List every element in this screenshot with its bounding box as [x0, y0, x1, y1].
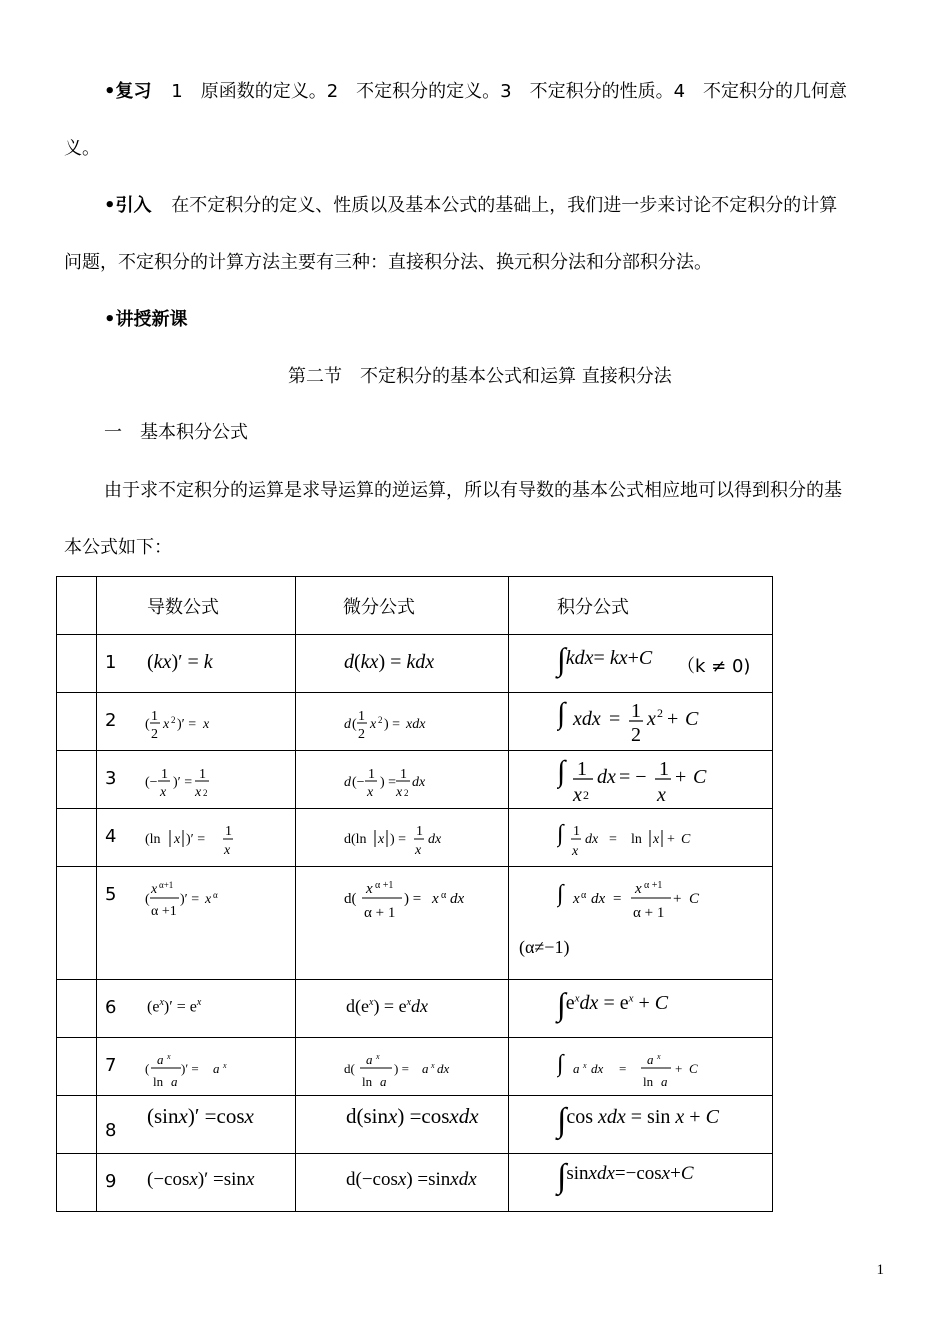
svg-text:x: x	[174, 832, 181, 847]
body-text-2: 本公式如下：	[64, 537, 172, 558]
integral-formula: ∫sinxdx=−cosx+C	[557, 1158, 694, 1195]
table-row	[57, 809, 773, 867]
svg-text:)′ =: )′ =	[173, 775, 193, 790]
derivative-formula	[143, 701, 293, 745]
new-lesson-label: •讲授新课	[104, 309, 188, 330]
svg-text:d: d	[344, 717, 351, 732]
svg-text:x: x	[367, 785, 374, 800]
table-header-row	[57, 577, 773, 635]
differential-formula: d(sinx) =cosxdx	[346, 1104, 479, 1128]
differential-formula: $d(e^x) = e^xdx$	[346, 996, 429, 1016]
differential-formula	[342, 817, 502, 861]
table-row	[57, 693, 773, 751]
svg-text:=: =	[619, 1061, 627, 1076]
differential-formula	[342, 701, 502, 745]
svg-text:d(ln: d(ln	[344, 832, 367, 847]
review-line-1	[104, 80, 847, 104]
svg-text:ln: ln	[631, 832, 642, 847]
svg-text:2: 2	[404, 788, 409, 798]
derivative-formula	[143, 817, 293, 861]
svg-text:dx: dx	[585, 832, 599, 847]
svg-text:a: a	[213, 1061, 220, 1076]
svg-text:α: α	[581, 890, 587, 901]
svg-text:2: 2	[657, 706, 663, 720]
svg-text:+: +	[675, 1061, 683, 1076]
svg-text:=: =	[613, 891, 622, 907]
svg-text:x: x	[572, 844, 579, 859]
integral-formula	[557, 695, 757, 749]
integral-condition: （k ≠ 0)	[677, 656, 751, 677]
svg-text:x: x	[370, 717, 377, 732]
row-number: 6	[105, 997, 117, 1018]
svg-text:x: x	[431, 1061, 435, 1070]
derivative-formula: (kx)′ = k	[147, 651, 213, 673]
svg-text:1: 1	[151, 709, 158, 724]
page-number: 1	[876, 1262, 884, 1278]
svg-text:x: x	[205, 892, 212, 907]
row-number: 7	[105, 1055, 117, 1076]
svg-text:2: 2	[171, 715, 176, 725]
integral-formula: ∫cos xdx = sin x + C	[557, 1102, 719, 1139]
svg-text:1: 1	[659, 758, 669, 780]
svg-text:x: x	[366, 881, 373, 897]
integral-formula: $\int e^xdx = e^x + C$	[557, 986, 669, 1022]
svg-text:C: C	[689, 891, 700, 907]
svg-text:2: 2	[378, 715, 383, 725]
svg-text:a: a	[366, 1052, 373, 1067]
differential-formula	[342, 877, 512, 925]
svg-text:1: 1	[416, 824, 423, 839]
svg-text:x: x	[573, 784, 582, 806]
intro-text-2: 问题，不定积分的计算方法主要有三种：直接积分法、换元积分法和分部积分法。	[64, 252, 712, 273]
svg-text:x: x	[151, 882, 158, 897]
svg-text:x: x	[432, 891, 439, 907]
svg-text:d(: d(	[344, 1061, 355, 1076]
svg-text:1: 1	[573, 824, 580, 839]
svg-text:α + 1: α + 1	[364, 905, 396, 921]
row-number: 8	[105, 1120, 117, 1141]
row-number: 3	[105, 768, 117, 789]
svg-text:x: x	[647, 708, 656, 730]
svg-text:1: 1	[400, 767, 407, 782]
svg-text:α +1: α +1	[644, 880, 663, 891]
svg-text:∫: ∫	[557, 697, 566, 730]
svg-text:a: a	[661, 1074, 668, 1089]
svg-text:2: 2	[631, 724, 641, 746]
svg-text:(: (	[145, 892, 150, 907]
table-row	[57, 751, 773, 809]
svg-text:x: x	[160, 785, 167, 800]
derivative-formula	[143, 877, 293, 925]
section-title: 第二节 不定积分的基本公式和运算 直接积分法	[288, 366, 672, 387]
svg-text:+: +	[667, 708, 679, 730]
svg-text:x: x	[653, 832, 660, 847]
svg-text:α +1: α +1	[151, 904, 177, 919]
svg-text:x: x	[376, 1052, 380, 1061]
svg-text:) =: ) =	[394, 1061, 409, 1076]
table-row	[57, 1154, 773, 1212]
svg-text:C: C	[681, 832, 691, 847]
svg-text:dx: dx	[450, 891, 465, 907]
table-row	[57, 1038, 773, 1096]
svg-text:C: C	[689, 1061, 698, 1076]
differential-formula: d(kx) = kdx	[344, 651, 435, 673]
svg-text:=: =	[609, 832, 617, 847]
review-label: •复习	[104, 81, 152, 102]
svg-text:1: 1	[368, 767, 375, 782]
derivative-formula	[143, 759, 293, 803]
svg-text:xdx: xdx	[573, 708, 601, 730]
header-derivative: 导数公式	[147, 597, 219, 618]
svg-text:ln: ln	[153, 1074, 164, 1089]
integral-formula	[557, 877, 767, 925]
svg-text:+: +	[673, 891, 682, 907]
svg-text:a: a	[157, 1052, 164, 1067]
integral-formula	[557, 753, 757, 807]
svg-text:) =: ) =	[384, 717, 401, 732]
svg-text:) =: ) =	[390, 832, 407, 847]
svg-text:1: 1	[631, 700, 641, 722]
svg-text:α+1: α+1	[159, 880, 174, 890]
svg-text:+: +	[675, 766, 687, 788]
svg-text:∫: ∫	[557, 821, 564, 847]
svg-text:x: x	[223, 1061, 227, 1070]
table-row	[57, 635, 773, 693]
svg-text:dx: dx	[591, 1061, 604, 1076]
svg-text:(ln: (ln	[145, 832, 161, 847]
svg-text:1: 1	[358, 709, 365, 724]
integral-formula: ∫kdx= kx+C	[557, 641, 653, 677]
svg-text:α +1: α +1	[375, 880, 394, 891]
svg-text:a: a	[647, 1052, 654, 1067]
svg-text:2: 2	[358, 727, 365, 742]
svg-text:2: 2	[203, 788, 208, 798]
row-number: 9	[105, 1171, 117, 1192]
svg-text:∫: ∫	[557, 755, 566, 788]
svg-text:d(: d(	[344, 891, 357, 907]
row-number: 4	[105, 826, 117, 847]
svg-text:a: a	[573, 1061, 580, 1076]
svg-text:(: (	[145, 717, 150, 732]
svg-text:a: a	[422, 1061, 429, 1076]
svg-text:(−: (−	[145, 775, 158, 790]
svg-text:α: α	[213, 890, 218, 900]
svg-text:x: x	[583, 1061, 587, 1070]
row-number: 5	[105, 884, 117, 905]
derivative-formula: $(e^x)' = e^x$	[147, 997, 202, 1016]
svg-text:dx: dx	[591, 891, 606, 907]
formula-table	[56, 576, 773, 1212]
svg-text:dx: dx	[437, 1061, 450, 1076]
differential-formula	[342, 759, 502, 803]
svg-text:)′ =: )′ =	[180, 892, 200, 907]
intro-text-1: 在不定积分的定义、性质以及基本公式的基础上，我们进一步来讨论不定积分的计算	[171, 195, 838, 216]
svg-text:x: x	[573, 891, 580, 907]
svg-text:x: x	[378, 832, 385, 847]
svg-text:(: (	[352, 717, 357, 732]
svg-text:)′ =: )′ =	[186, 832, 206, 847]
svg-text:dx: dx	[412, 775, 426, 790]
svg-text:x: x	[657, 784, 666, 806]
svg-text:x: x	[167, 1052, 171, 1061]
derivative-formula: (−cosx)′ =sinx	[147, 1169, 255, 1190]
table-row	[57, 867, 773, 980]
svg-text:= −: = −	[619, 766, 647, 788]
row-number: 2	[105, 710, 117, 731]
svg-text:)′ =: )′ =	[177, 717, 197, 732]
svg-text:)′ =: )′ =	[181, 1061, 199, 1076]
svg-text:+: +	[667, 832, 675, 847]
svg-text:xdx: xdx	[406, 717, 426, 732]
svg-text:a: a	[171, 1074, 178, 1089]
svg-text:∫: ∫	[557, 1051, 564, 1077]
svg-text:1: 1	[225, 824, 232, 839]
derivative-formula: (sinx)′ =cosx	[147, 1104, 254, 1128]
header-integral: 积分公式	[557, 597, 629, 618]
svg-text:∫: ∫	[557, 881, 564, 907]
svg-text:x: x	[224, 843, 231, 858]
svg-text:x: x	[635, 881, 642, 897]
differential-formula: d(−cosx) =sinxdx	[346, 1169, 477, 1190]
svg-text:ln: ln	[362, 1074, 373, 1089]
header-differential: 微分公式	[343, 597, 415, 618]
svg-text:2: 2	[151, 727, 158, 742]
svg-text:x: x	[396, 785, 403, 800]
integral-condition: (α≠−1)	[519, 937, 570, 957]
table-row	[57, 980, 773, 1038]
svg-text:x: x	[163, 717, 170, 732]
svg-text:x: x	[415, 843, 422, 858]
svg-text:=: =	[609, 708, 621, 730]
svg-text:1: 1	[161, 767, 168, 782]
intro-label: •引入	[104, 195, 152, 216]
svg-text:α: α	[441, 890, 447, 901]
svg-text:2: 2	[583, 788, 589, 802]
derivative-formula	[143, 1046, 293, 1094]
review-text-1: 1 原函数的定义。2 不定积分的定义。3 不定积分的性质。4 不定积分的几何意	[171, 81, 848, 102]
table-row	[57, 1096, 773, 1154]
body-text-1: 由于求不定积分的运算是求导运算的逆运算，所以有导数的基本公式相应地可以得到积分的基	[104, 480, 842, 501]
svg-text:a: a	[380, 1074, 387, 1089]
svg-text:C: C	[685, 708, 699, 730]
intro-line-1	[104, 194, 837, 218]
svg-text:dx: dx	[428, 832, 442, 847]
svg-text:C: C	[693, 766, 707, 788]
review-text-2: 义。	[64, 138, 100, 159]
svg-text:(: (	[145, 1061, 150, 1076]
svg-text:x: x	[195, 785, 202, 800]
svg-text:(−: (−	[352, 775, 365, 790]
svg-text:) =: ) =	[404, 891, 422, 907]
row-number: 1	[105, 652, 117, 673]
svg-text:x: x	[657, 1052, 661, 1061]
integral-formula	[557, 1046, 757, 1094]
svg-text:dx: dx	[597, 766, 616, 788]
svg-text:x: x	[203, 717, 210, 732]
svg-text:1: 1	[199, 767, 206, 782]
differential-formula	[342, 1046, 512, 1094]
svg-text:α + 1: α + 1	[633, 905, 665, 921]
svg-text:) =: ) =	[380, 775, 397, 790]
svg-text:1: 1	[577, 758, 587, 780]
subsection-title: 一 基本积分公式	[104, 422, 248, 443]
svg-text:d: d	[344, 775, 351, 790]
svg-text:ln: ln	[643, 1074, 654, 1089]
integral-formula	[557, 817, 757, 863]
